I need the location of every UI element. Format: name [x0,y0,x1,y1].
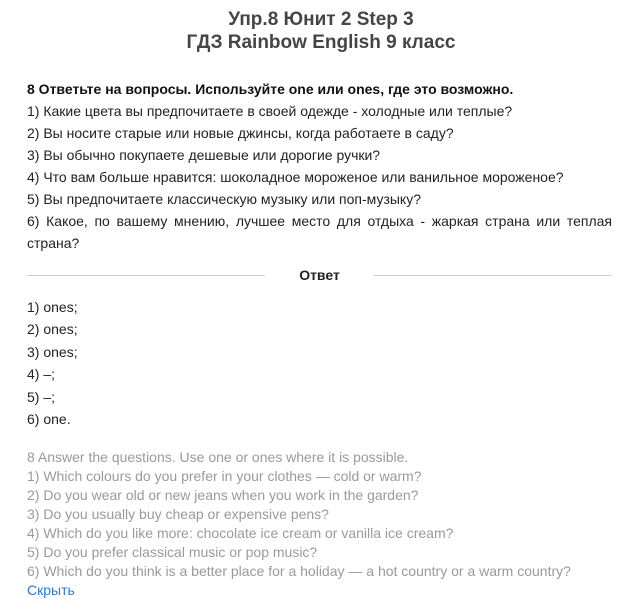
task-question-1: 1) Какие цвета вы предпочитаете в своей одежде - холодные или теплые? [27,103,513,119]
task-question-6: 6) Какое, по вашему мнению, лучшее место для отдыха - жаркая страна или теплая страна? [27,213,612,251]
answer-item-1: 1) ones; [27,299,78,315]
translation-question-1: 1) Which colours do you prefer in your clothes — cold or warm? [27,468,422,484]
translation-question-5: 5) Do you prefer classical music or pop music? [27,544,318,560]
task-question-5: 5) Вы предпочитаете классическую музыку или поп-музыку? [27,191,421,207]
task-question-2: 2) Вы носите старые или новые джинсы, когда работаете в саду? [27,125,454,141]
task-heading: 8 Ответьте на вопросы. Используйте one или ones, где это возможно. [27,81,514,97]
answer-item-4: 4) –; [27,366,56,383]
page-title [0,0,642,54]
task-question-3: 3) Вы обычно покупаете дешевые или дорогие ручки? [27,147,381,163]
translation-question-6: 6) Which do you think is a better place for a holiday — a hot country or a warm country? [27,563,571,579]
answer-divider [27,264,612,286]
answer-item-6: 6) one. [27,411,71,428]
translation-block [27,448,627,600]
answer-list [27,296,78,430]
translation-question-2: 2) Do you wear old or new jeans when you work in the garden? [27,487,419,503]
answer-item-5: 5) –; [27,388,56,405]
hide-translation-link[interactable]: Скрыть [27,582,75,598]
translation-heading: 8 Answer the questions. Use one or ones where it is possible. [27,449,409,465]
translation-question-4: 4) Which do you like more: chocolate ice cream or vanilla ice cream? [27,525,454,541]
answer-heading: Ответ [299,267,340,283]
title-line-2: ГДЗ Rainbow English 9 класс [186,32,456,53]
divider-line-right [374,275,612,276]
title-line-1: Упр.8 Юнит 2 Step 3 [228,9,414,30]
translation-question-3: 3) Do you usually buy cheap or expensive pens? [27,506,329,522]
task-block [27,78,612,254]
divider-line-left [27,275,265,276]
task-question-4: 4) Что вам больше нравится: шоколадное мороженое или ванильное мороженое? [27,169,564,185]
answer-item-2: 2) ones; [27,321,78,338]
answer-item-3: 3) ones; [27,343,78,360]
